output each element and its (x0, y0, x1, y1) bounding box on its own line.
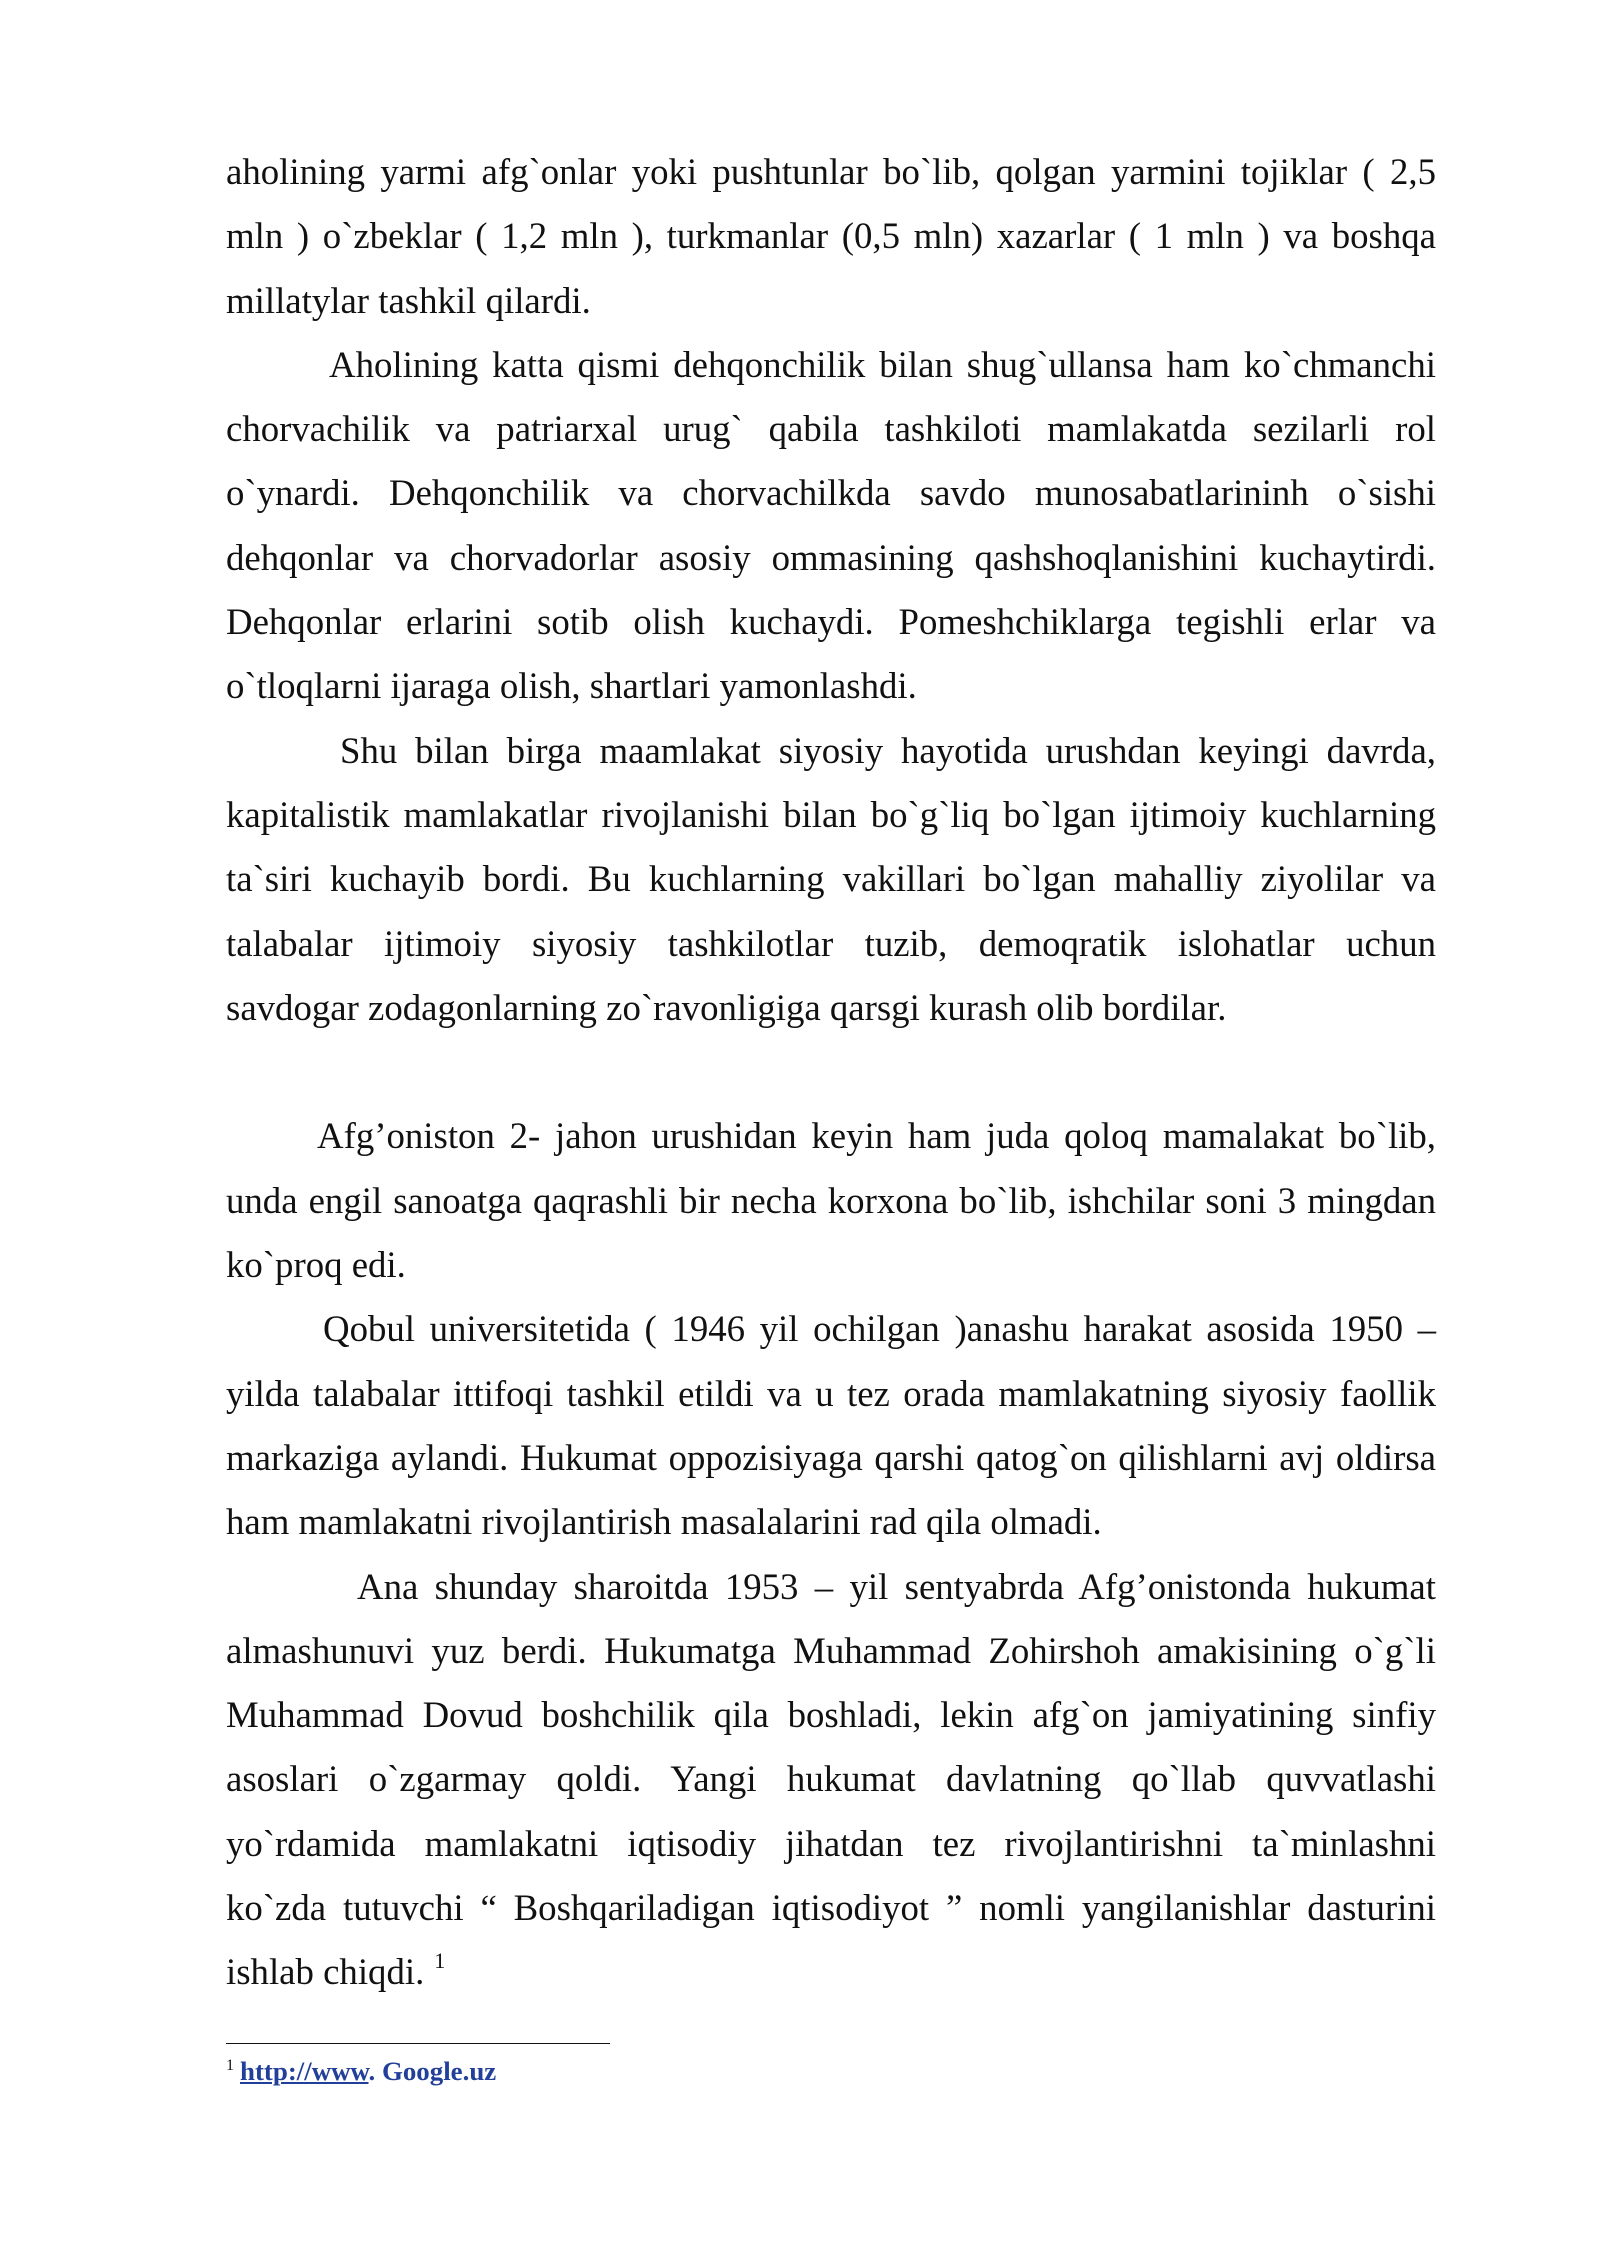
paragraph (226, 719, 1436, 1040)
paragraph-line: markaziga aylandi. Hukumat oppozisiyaga qarshi qatog`on qilishlarni avj oldirsa (226, 1436, 1436, 1478)
footnote-separator (226, 2043, 610, 2044)
paragraph-line: dehqonlar va chorvadorlar asosiy ommasining qashshoqlanishini kuchaytirdi. (226, 536, 1436, 578)
document-body (226, 140, 1436, 2005)
paragraph-line: savdogar zodagonlarning zo`ravonligiga qarsgi kurash olib bordilar. (226, 986, 1227, 1028)
paragraph-line: ko`proq edi. (226, 1244, 406, 1286)
footnote (226, 2055, 496, 2087)
paragraph-line: Shu bilan birga maamlakat siyosiy hayotida urushdan keyingi davrda, (340, 729, 1436, 771)
paragraph-line: aholining yarmi afg`onlar yoki pushtunlar bo`lib, qolgan yarmini tojiklar ( 2,5 (226, 151, 1436, 192)
paragraph-line: Aholining katta qismi dehqonchilik bilan shug`ullansa ham ko`chmanchi (329, 343, 1436, 385)
footnote-marker: 1 (226, 2057, 234, 2074)
paragraph-line: Muhammad Dovud boshchilik qila boshladi, lekin afg`on jamiyatining sinfiy (226, 1694, 1436, 1736)
paragraph (226, 140, 1436, 333)
paragraph-line: talabalar ijtimoiy siyosiy tashkilotlar tuzib, demoqratik islohatlar uchun (226, 922, 1436, 964)
paragraph-line: ko`zda tutuvchi “ Boshqariladigan iqtisodiyot ” nomli yangilanishlar dasturini (226, 1887, 1436, 1929)
paragraph-line: o`ynardi. Dehqonchilik va chorvachilkda savdo munosabatlarininh o`sishi (226, 472, 1436, 514)
paragraph-line: Ana shunday sharoitda 1953 – yil sentyabrda Afg’onistonda hukumat (357, 1565, 1436, 1607)
blank-line (226, 1040, 1436, 1104)
footnote-link-rest: . Google.uz (368, 2056, 497, 2086)
paragraph-line: asoslari o`zgarmay qoldi. Yangi hukumat davlatning qo`llab quvvatlashi (226, 1758, 1436, 1800)
paragraph-line: ta`siri kuchayib bordi. Bu kuchlarning vakillari bo`lgan mahalliy ziyolilar va (226, 858, 1436, 900)
footnote-link[interactable]: http://www (240, 2056, 369, 2086)
paragraph-line: yilda talabalar ittifoqi tashkil etildi va u tez orada mamlakatning siyosiy faollik (226, 1372, 1436, 1414)
paragraph-line: almashunuvi yuz berdi. Hukumatga Muhammad Zohirshoh amakisining o`g`li (226, 1629, 1436, 1671)
paragraph-line: millatylar tashkil qilardi. (226, 279, 591, 321)
paragraph-line: kapitalistik mamlakatlar rivojlanishi bilan bo`g`liq bo`lgan ijtimoiy kuchlarning (226, 793, 1436, 835)
paragraph (226, 333, 1436, 719)
paragraph-line: Qobul universitetida ( 1946 yil ochilgan )anashu harakat asosida 1950 – (323, 1308, 1436, 1350)
paragraph-line: unda engil sanoatga qaqrashli bir necha korxona bo`lib, ishchilar soni 3 mingdan (226, 1179, 1436, 1221)
paragraph-line-text: ishlab chiqdi. (226, 1951, 425, 1993)
footnote-reference: 1 (434, 1948, 446, 1974)
paragraph (226, 1555, 1436, 2005)
paragraph (226, 1297, 1436, 1554)
paragraph-line: Dehqonlar erlarini sotib olish kuchaydi. Pomeshchiklarga tegishli erlar va (226, 601, 1436, 643)
paragraph (226, 1104, 1436, 1297)
paragraph-line: ham mamlakatni rivojlantirish masalalarini rad qila olmadi. (226, 1501, 1102, 1543)
paragraph-line: yo`rdamida mamlakatni iqtisodiy jihatdan tez rivojlantirishni ta`minlashni (226, 1822, 1436, 1864)
paragraph-line: chorvachilik va patriarxal urug` qabila tashkiloti mamlakatda sezilarli rol (226, 408, 1436, 450)
paragraph-line: o`tloqlarni ijaraga olish, shartlari yamonlashdi. (226, 665, 917, 707)
paragraph-line-with-reference (226, 1940, 1436, 2004)
paragraph-line: mln ) o`zbeklar ( 1,2 mln ), turkmanlar (0,5 mln) xazarlar ( 1 mln ) va boshqa (226, 215, 1436, 257)
paragraph-line: Afg’oniston 2- jahon urushidan keyin ham juda qoloq mamalakat bo`lib, (317, 1115, 1436, 1157)
